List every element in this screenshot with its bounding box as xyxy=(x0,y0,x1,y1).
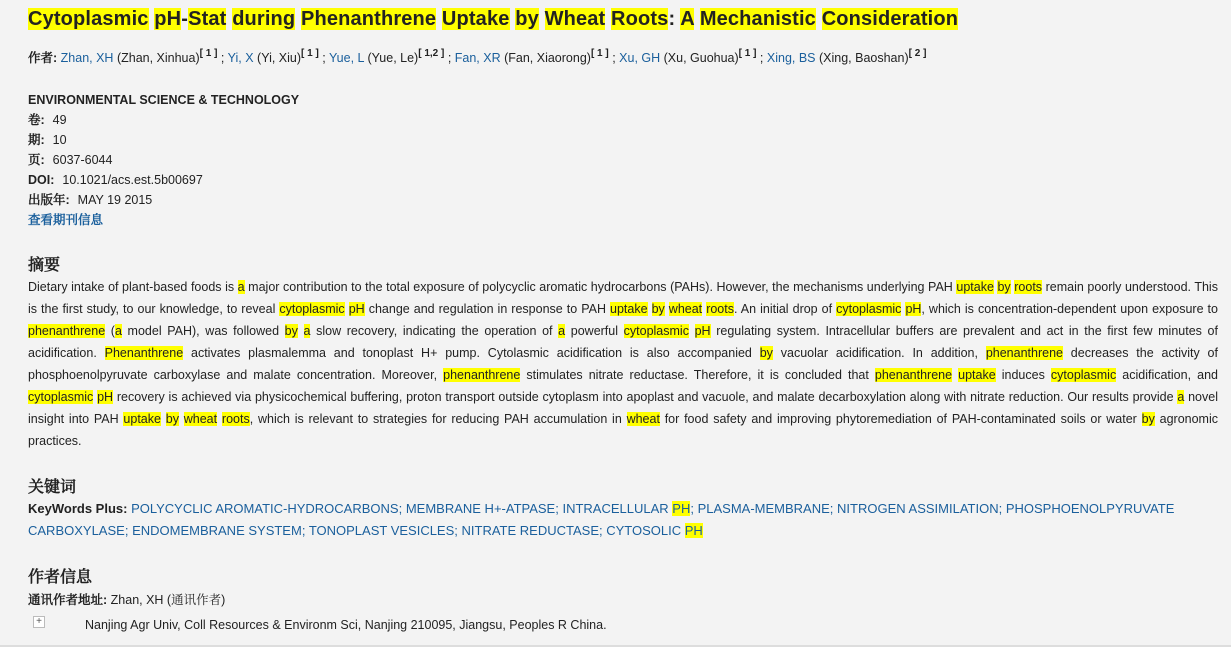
abstract-segment-highlight: wheat xyxy=(668,302,703,316)
keyword-link[interactable] xyxy=(131,501,399,516)
abstract-segment-highlight: cytoplasmic xyxy=(836,302,902,316)
abstract-segment-text: decreases the activity of phosphoenolpyruvate carboxylase and malate concentration. Moreover, xyxy=(28,346,1218,382)
author-fullname: (Xu, Guohua) xyxy=(660,51,739,65)
abstract-segment-highlight: by xyxy=(759,346,773,360)
author-separator: ; xyxy=(217,51,228,65)
source-row-issue: 期: 10 xyxy=(28,133,67,147)
author-address: Nanjing Agr Univ, Coll Resources & Environm Sci, Nanjing 210095, Jiangsu, Peoples R China. xyxy=(85,618,607,632)
abstract-segment-text: activates plasmalemma and tonoplast H+ pump. Cytolasmic acidification is also accompanied xyxy=(183,346,760,360)
abstract-segment-highlight: by xyxy=(284,324,298,338)
author-affiliation-ref[interactable]: [ 1 ] xyxy=(738,48,757,59)
abstract-segment-text: regulating system. Intracellular buffers are prevalent and act in the first few minutes of acidification. xyxy=(28,324,1218,360)
author-link[interactable]: Fan, XR xyxy=(454,51,501,65)
abstract-segment-text: Dietary intake of plant-based foods is xyxy=(28,280,238,294)
abstract-segment-highlight: by xyxy=(165,412,179,426)
keyword-text: CYTOSOLIC xyxy=(606,523,685,538)
abstract-segment-text: acidification, and xyxy=(1116,368,1218,382)
title-segment-highlight: Phenanthrene xyxy=(301,8,437,30)
abstract-segment-highlight: cytoplasmic xyxy=(623,324,689,338)
keyword-text: MEMBRANE H+-ATPASE xyxy=(405,501,556,516)
abstract-segment-text: ( xyxy=(105,324,115,338)
abstract-segment-highlight: a xyxy=(558,324,566,338)
abstract-segment-text: , which is relevant to strategies for reducing PAH accumulation in xyxy=(249,412,627,426)
abstract-segment-highlight: phenanthrene xyxy=(874,368,953,382)
journal-info-link[interactable]: 查看期刊信息 xyxy=(28,213,104,227)
title-segment-highlight: Stat xyxy=(188,8,227,30)
keyword-text: TONOPLAST VESICLES xyxy=(308,523,455,538)
abstract-segment-highlight: roots xyxy=(221,412,250,426)
title-segment-text: - xyxy=(181,8,189,30)
abstract-segment-text: vacuolar acidification. In addition, xyxy=(772,346,986,360)
abstract-segment-highlight: phenanthrene xyxy=(443,368,521,382)
title-segment-highlight: Cytoplasmic xyxy=(28,8,149,30)
abstract-segment-highlight: wheat xyxy=(626,412,660,426)
keyword-separator: ; xyxy=(454,523,462,538)
abstract-segment-text: for food safety and improving phytoremediation of PAH-contaminated soils or water xyxy=(659,412,1142,426)
title-segment-highlight: pH xyxy=(154,8,182,30)
keyword-separator: ; xyxy=(301,523,309,538)
abstract-segment-highlight: by xyxy=(651,302,665,316)
abstract-segment-highlight: phenanthrene xyxy=(28,324,106,338)
title-segment-highlight: Mechanistic xyxy=(699,8,816,30)
abstract-segment-text: remain poorly understood. This is the first study, to our knowledge, to reveal xyxy=(28,280,1218,316)
title-segment-text xyxy=(694,8,700,30)
title-segment-highlight: Consideration xyxy=(821,8,959,30)
keyword-link[interactable] xyxy=(309,523,454,538)
title-segment-text xyxy=(539,8,545,30)
title-segment-highlight: by xyxy=(515,8,539,30)
keyword-text: NITRATE REDUCTASE xyxy=(461,523,599,538)
corresponding-label: 通讯作者地址: xyxy=(28,593,108,607)
keywords-plus xyxy=(28,498,1218,542)
title-segment-highlight: Uptake xyxy=(441,8,510,30)
author-info-heading: 作者信息 xyxy=(28,569,93,586)
keyword-separator: ; xyxy=(690,501,698,516)
abstract-segment-text: model PAH), was followed xyxy=(121,324,285,338)
abstract-segment-text: , which is concentration-dependent upon exposure to xyxy=(921,302,1218,316)
abstract-segment-highlight: pH xyxy=(905,302,922,316)
expand-toggle-icon[interactable]: + xyxy=(33,616,45,628)
corresponding-address xyxy=(28,590,225,608)
article-title xyxy=(28,8,958,31)
keyword-separator: ; xyxy=(124,523,133,538)
abstract-segment-highlight: roots xyxy=(1014,280,1043,294)
abstract-segment-highlight: a xyxy=(237,280,245,294)
source-row-published: 出版年: MAY 19 2015 xyxy=(28,193,153,207)
abstract-segment-text: stimulates nitrate reductase. Therefore, it is concluded that xyxy=(520,368,875,382)
abstract-segment-text xyxy=(298,324,304,338)
author-link[interactable]: Yue, L xyxy=(329,51,365,65)
abstract-segment-text: major contribution to the total exposure of polycyclic aromatic hydrocarbons (PAHs). However, the mechanisms underlying PAH xyxy=(244,280,957,294)
abstract-segment-text: agronomic practices. xyxy=(28,412,1218,448)
keyword-text: ENDOMEMBRANE SYSTEM xyxy=(132,523,302,538)
keyword-separator: ; xyxy=(555,501,563,516)
abstract-segment-highlight: by xyxy=(1141,412,1155,426)
abstract-segment-highlight: wheat xyxy=(183,412,218,426)
title-segment-highlight: during xyxy=(232,8,296,30)
abstract-segment-highlight: pH xyxy=(694,324,711,338)
author-link[interactable]: Yi, X xyxy=(227,51,254,65)
abstract-segment-text xyxy=(689,324,695,338)
keyword-separator: ; xyxy=(599,523,607,538)
abstract-segment-text: slow recovery, indicating the operation of xyxy=(310,324,559,338)
keyword-text: POLYCYCLIC AROMATIC-HYDROCARBONS xyxy=(131,501,399,516)
keyword-link[interactable] xyxy=(837,501,999,516)
authors-line xyxy=(28,48,926,66)
keyword-separator: ; xyxy=(829,501,838,516)
abstract-segment-text: . An initial drop of xyxy=(733,302,837,316)
abstract-segment-highlight: cytoplasmic xyxy=(1050,368,1117,382)
abstract-segment-highlight: by xyxy=(997,280,1011,294)
abstract-segment-highlight: a xyxy=(1177,390,1185,404)
keyword-text: PLASMA-MEMBRANE xyxy=(697,501,830,516)
author-fullname: (Xing, Baoshan) xyxy=(815,51,909,65)
author-affiliation-ref[interactable]: [ 1 ] xyxy=(199,48,218,59)
source-row-volume: 卷: 49 xyxy=(28,113,67,127)
keyword-highlight: PH xyxy=(672,501,691,516)
author-fullname: (Yue, Le) xyxy=(364,51,419,65)
keyword-highlight: PH xyxy=(684,523,703,538)
author-separator: ; xyxy=(444,51,455,65)
author-affiliation-ref[interactable]: [ 1,2 ] xyxy=(418,48,445,59)
keyword-link[interactable] xyxy=(606,523,703,538)
keyword-link[interactable] xyxy=(462,523,599,538)
abstract-segment-text: novel insight into PAH xyxy=(28,390,1218,426)
abstract-segment-highlight: cytoplasmic xyxy=(279,302,345,316)
keyword-list xyxy=(28,501,1174,538)
keyword-separator: ; xyxy=(398,501,406,516)
author-fullname: (Zhan, Xinhua) xyxy=(113,51,200,65)
author-affiliation-ref[interactable]: [ 1 ] xyxy=(590,48,609,59)
source-info xyxy=(28,92,299,232)
corresponding-author: Zhan, XH (通讯作者) xyxy=(110,593,226,607)
author-link[interactable]: Xing, BS xyxy=(766,51,816,65)
abstract-segment-highlight: pH xyxy=(97,390,114,404)
keyword-link[interactable] xyxy=(562,501,690,516)
author-link[interactable]: Xu, GH xyxy=(619,51,661,65)
keywords-label: KeyWords Plus: xyxy=(28,501,128,516)
abstract-segment-highlight: roots xyxy=(706,302,734,316)
keyword-text: INTRACELLULAR xyxy=(562,501,673,516)
abstract-segment-text: recovery is achieved via physicochemical buffering, proton transport outside cytoplasm into apoplast and vacuole, and malate decarboxylation along with nitrate reduction. Our results provide xyxy=(113,390,1178,404)
keyword-link[interactable] xyxy=(698,501,830,516)
keyword-link[interactable] xyxy=(406,501,555,516)
abstract-segment-highlight: uptake xyxy=(956,280,994,294)
abstract-heading: 摘要 xyxy=(28,257,61,274)
author-affiliation-ref[interactable]: [ 1 ] xyxy=(301,48,319,59)
title-segment-text: : xyxy=(668,8,681,30)
title-segment-text xyxy=(816,8,822,30)
source-row-doi: DOI: 10.1021/acs.est.5b00697 xyxy=(28,173,203,187)
author-separator: ; xyxy=(318,51,330,65)
authors-label: 作者: xyxy=(28,51,58,65)
abstract-text xyxy=(28,276,1218,452)
abstract-segment-highlight: uptake xyxy=(610,302,648,316)
author-fullname: (Fan, Xiaorong) xyxy=(500,51,591,65)
abstract-segment-highlight: uptake xyxy=(958,368,996,382)
abstract-segment-highlight: phenanthrene xyxy=(985,346,1063,360)
keyword-text: PHOSPHOENOLPYRUVATE CARBOXYLASE xyxy=(28,501,1175,538)
author-separator: ; xyxy=(608,51,620,65)
abstract-segment-text: induces xyxy=(995,368,1051,382)
abstract-segment-highlight: a xyxy=(114,324,122,338)
keyword-link[interactable] xyxy=(132,523,302,538)
abstract-segment-text xyxy=(648,302,652,316)
title-segment-highlight: Wheat xyxy=(544,8,606,30)
abstract-segment-text: powerful xyxy=(565,324,624,338)
abstract-segment-highlight: cytoplasmic xyxy=(28,390,94,404)
keyword-separator: ; xyxy=(998,501,1006,516)
abstract-segment-highlight: uptake xyxy=(123,412,161,426)
author-link[interactable]: Zhan, XH xyxy=(60,51,114,65)
author-fullname: (Yi, Xiu) xyxy=(253,51,302,65)
author-separator: ; xyxy=(756,51,767,65)
source-row-pages: 页: 6037-6044 xyxy=(28,153,113,167)
author-affiliation-ref[interactable]: [ 2 ] xyxy=(908,48,927,59)
title-segment-highlight: Roots xyxy=(611,8,669,30)
keywords-heading: 关键词 xyxy=(28,479,77,496)
abstract-segment-highlight: Phenanthrene xyxy=(104,346,184,360)
author-list xyxy=(60,48,927,65)
journal-name: ENVIRONMENTAL SCIENCE & TECHNOLOGY xyxy=(28,93,300,107)
keyword-text: NITROGEN ASSIMILATION xyxy=(837,501,999,516)
abstract-segment-highlight: pH xyxy=(348,302,365,316)
abstract-segment-highlight: a xyxy=(303,324,311,338)
abstract-segment-text: change and regulation in response to PAH xyxy=(364,302,610,316)
title-segment-highlight: A xyxy=(680,8,695,30)
